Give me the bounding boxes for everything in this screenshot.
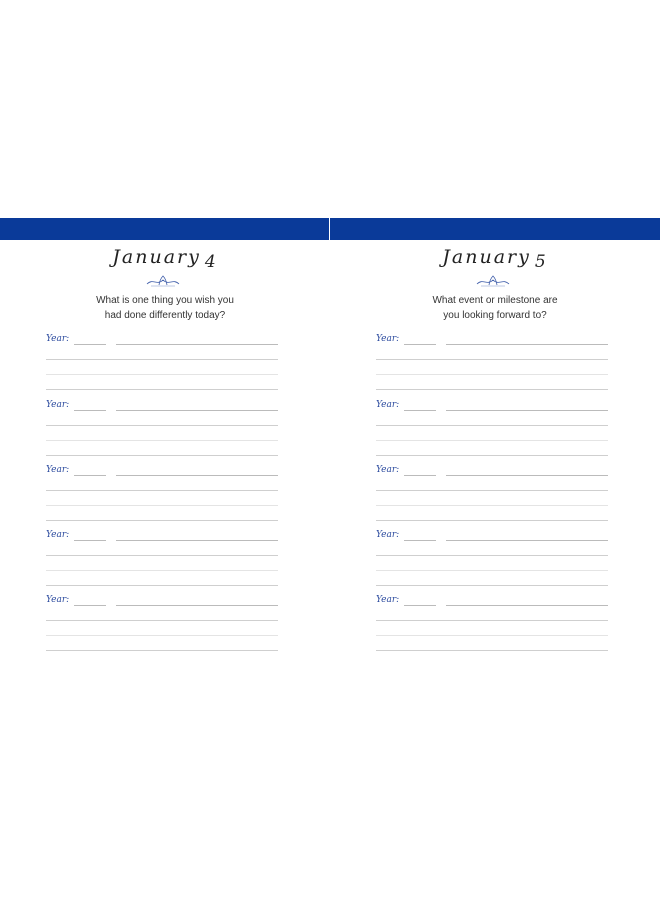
writing-line[interactable]: [376, 585, 608, 586]
writing-line[interactable]: [46, 374, 278, 375]
year-label: Year:: [46, 334, 70, 344]
year-label: Year:: [46, 595, 70, 605]
writing-line[interactable]: [376, 389, 608, 390]
writing-line[interactable]: [376, 650, 608, 651]
year-label: Year:: [376, 465, 400, 475]
year-label: Year:: [46, 400, 70, 410]
flourish-ornament-icon: [145, 274, 181, 288]
year-entry: [46, 400, 278, 466]
year-blank-line[interactable]: [74, 605, 106, 606]
header-band: [0, 218, 660, 240]
writing-line[interactable]: [116, 410, 278, 411]
writing-line[interactable]: [46, 635, 278, 636]
year-label: Year:: [46, 530, 70, 540]
page-date: [330, 246, 660, 272]
year-entry: [376, 465, 608, 531]
writing-line[interactable]: [376, 490, 608, 491]
year-blank-line[interactable]: [74, 344, 106, 345]
flourish-ornament-icon: [475, 274, 511, 288]
writing-line[interactable]: [376, 505, 608, 506]
year-label: Year:: [376, 400, 400, 410]
writing-line[interactable]: [376, 440, 608, 441]
writing-line[interactable]: [46, 359, 278, 360]
writing-line[interactable]: [46, 425, 278, 426]
date-day: 5: [534, 252, 548, 272]
journal-page-left: [0, 240, 330, 660]
writing-line[interactable]: [46, 440, 278, 441]
writing-line[interactable]: [376, 359, 608, 360]
year-entry: [46, 334, 278, 400]
writing-line[interactable]: [46, 490, 278, 491]
prompt-line: What is one thing you wish you: [96, 295, 234, 306]
writing-line[interactable]: [116, 475, 278, 476]
writing-line[interactable]: [46, 505, 278, 506]
writing-line[interactable]: [116, 540, 278, 541]
prompt-line: had done differently today?: [104, 310, 226, 321]
writing-line[interactable]: [46, 570, 278, 571]
year-label: Year:: [376, 595, 400, 605]
writing-line[interactable]: [46, 620, 278, 621]
date-month: January: [442, 246, 531, 268]
daily-prompt: [330, 293, 660, 323]
writing-line[interactable]: [376, 570, 608, 571]
writing-line[interactable]: [446, 540, 608, 541]
writing-line[interactable]: [376, 620, 608, 621]
writing-line[interactable]: [116, 605, 278, 606]
date-month: January: [112, 246, 201, 268]
writing-line[interactable]: [46, 555, 278, 556]
writing-line[interactable]: [446, 605, 608, 606]
writing-line[interactable]: [116, 344, 278, 345]
year-blank-line[interactable]: [404, 344, 436, 345]
year-entry: [46, 465, 278, 531]
year-blank-line[interactable]: [404, 605, 436, 606]
writing-line[interactable]: [376, 635, 608, 636]
writing-line[interactable]: [46, 455, 278, 456]
year-blank-line[interactable]: [404, 540, 436, 541]
year-label: Year:: [376, 334, 400, 344]
year-blank-line[interactable]: [74, 410, 106, 411]
writing-line[interactable]: [46, 650, 278, 651]
prompt-line: you looking forward to?: [443, 310, 547, 321]
date-day: 4: [204, 252, 218, 272]
year-entry: [376, 595, 608, 661]
year-blank-line[interactable]: [74, 475, 106, 476]
year-entry: [376, 334, 608, 400]
writing-line[interactable]: [46, 520, 278, 521]
writing-line[interactable]: [376, 520, 608, 521]
prompt-line: What event or milestone are: [432, 295, 558, 306]
page-date: [0, 246, 330, 272]
writing-line[interactable]: [446, 344, 608, 345]
writing-line[interactable]: [446, 475, 608, 476]
writing-line[interactable]: [446, 410, 608, 411]
year-blank-line[interactable]: [404, 475, 436, 476]
year-entry: [376, 530, 608, 596]
writing-line[interactable]: [376, 425, 608, 426]
year-entry: [46, 595, 278, 661]
year-entry: [376, 400, 608, 466]
writing-line[interactable]: [46, 585, 278, 586]
year-blank-line[interactable]: [404, 410, 436, 411]
writing-line[interactable]: [376, 455, 608, 456]
writing-line[interactable]: [376, 374, 608, 375]
band-divider: [329, 218, 330, 240]
year-label: Year:: [46, 465, 70, 475]
year-entry: [46, 530, 278, 596]
writing-line[interactable]: [376, 555, 608, 556]
daily-prompt: [0, 293, 330, 323]
journal-page-right: [330, 240, 660, 660]
writing-line[interactable]: [46, 389, 278, 390]
year-blank-line[interactable]: [74, 540, 106, 541]
year-label: Year:: [376, 530, 400, 540]
